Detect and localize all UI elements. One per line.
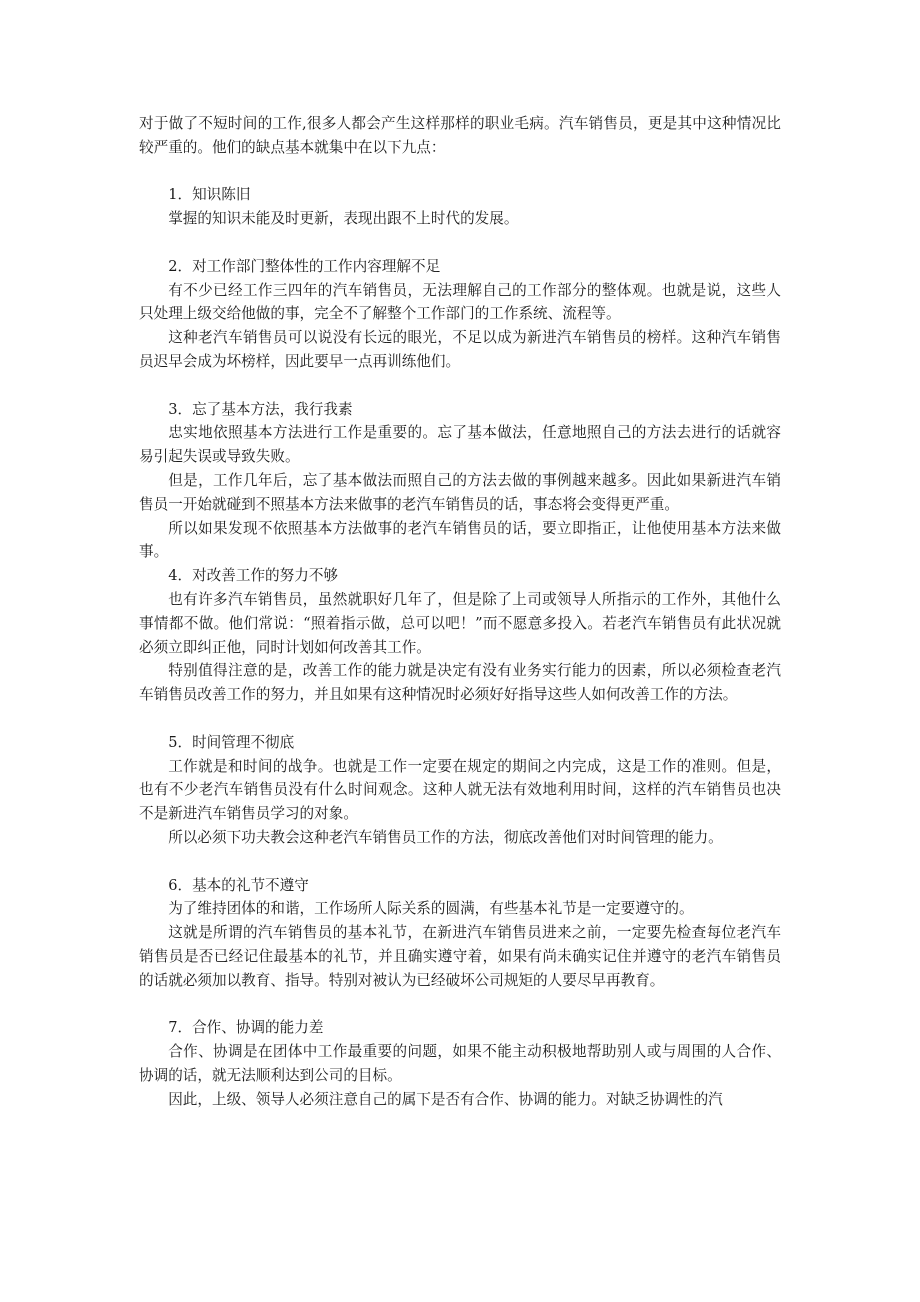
- spacer: [139, 160, 781, 184]
- section-3-paragraph-3: 所以如果发现不依照基本方法做事的老汽车销售员的话，要立即指正，让他使用基本方法来做事。: [139, 519, 781, 561]
- section-6-paragraph-1: 为了维持团体的和谐，工作场所人际关系的圆满，有些基本礼节是一定要遵守的。: [168, 900, 694, 918]
- spacer: [139, 707, 781, 731]
- spacer: [139, 231, 781, 255]
- section-heading-7: 7．合作、协调的能力差: [168, 1019, 324, 1037]
- section-3-paragraph-2: 但是，工作几年后，忘了基本做法而照自己的方法去做的事例越来越多。因此如果新进汽车销售员一开始就碰到不照基本方法来做事的老汽车销售员的话，事态将会变得更严重。: [139, 471, 781, 513]
- section-3-paragraph-1: 忠实地依照基本方法进行工作是重要的。忘了基本做法，任意地照自己的方法去进行的话就容易引起失误或导致失败。: [139, 424, 781, 466]
- section-1-paragraph-1: 掌握的知识未能及时更新，表现出跟不上时代的发展。: [168, 210, 519, 228]
- section-heading-3: 3．忘了基本方法，我行我素: [168, 400, 353, 418]
- section-heading-1: 1．知识陈旧: [168, 186, 251, 204]
- intro-paragraph: 对于做了不短时间的工作,很多人都会产生这样那样的职业毛病。汽车销售员，更是其中这种情况比较严重的。他们的缺点基本就集中在以下九点：: [139, 115, 781, 156]
- section-4-paragraph-2: 特别值得注意的是，改善工作的能力就是决定有没有业务实行能力的因素，所以必须检查老汽车销售员改善工作的努力，并且如果有这种情况时必须好好指导这些人如何改善工作的方法。: [139, 662, 781, 704]
- spacer: [139, 992, 781, 1016]
- section-heading-6: 6．基本的礼节不遵守: [168, 876, 309, 894]
- section-heading-5: 5．时间管理不彻底: [168, 733, 295, 751]
- section-2-paragraph-2: 这种老汽车销售员可以说没有长远的眼光，不足以成为新进汽车销售员的榜样。这种汽车销售员迟早会成为坏榜样，因此要早一点再训练他们。: [139, 329, 781, 370]
- section-5-paragraph-2: 所以必须下功夫教会这种老汽车销售员工作的方法，彻底改善他们对时间管理的能力。: [168, 828, 723, 846]
- section-5-paragraph-1: 工作就是和时间的战争。也就是工作一定要在规定的期间之内完成，这是工作的准则。但是，也有不少老汽车销售员没有什么时间观念。这种人就无法有效地利用时间，这样的汽车销售员也决不是新进汽车销售员学习的对象。: [139, 757, 781, 823]
- spacer: [139, 850, 781, 874]
- document-body: [139, 112, 781, 1111]
- section-heading-4: 4．对改善工作的努力不够: [168, 567, 339, 585]
- section-7-paragraph-1: 合作、协调是在团体中工作最重要的问题，如果不能主动积极地帮助别人或与周围的人合作、协调的话，就无法顺利达到公司的目标。: [139, 1043, 781, 1084]
- section-4-paragraph-1: 也有许多汽车销售员，虽然就职好几年了，但是除了上司或领导人所指示的工作外，其他什么事情都不做。他们常说：“照着指示做，总可以吧！”而不愿意多投入。若老汽车销售员有此状况就必须立即纠正他，同时计划如何改善其工作。: [139, 590, 781, 656]
- spacer: [139, 374, 781, 398]
- section-heading-2: 2．对工作部门整体性的工作内容理解不足: [168, 257, 441, 275]
- section-6-paragraph-2: 这就是所谓的汽车销售员的基本礼节，在新进汽车销售员进来之前，一定要先检查每位老汽车销售员是否已经记住最基本的礼节，并且确实遵守着，如果有尚未确实记住并遵守的老汽车销售员的话就必须加以教育、指导。特别对被认为已经破坏公司规矩的人要尽早再教育。: [139, 924, 781, 989]
- section-2-paragraph-1: 有不少已经工作三四年的汽车销售员，无法理解自己的工作部分的整体观。也就是说，这些人只处理上级交给他做的事，完全不了解整个工作部门的工作系统、流程等。: [139, 281, 781, 323]
- section-7-paragraph-2: 因此，上级、领导人必须注意自己的属下是否有合作、协调的能力。对缺乏协调性的汽: [168, 1090, 723, 1108]
